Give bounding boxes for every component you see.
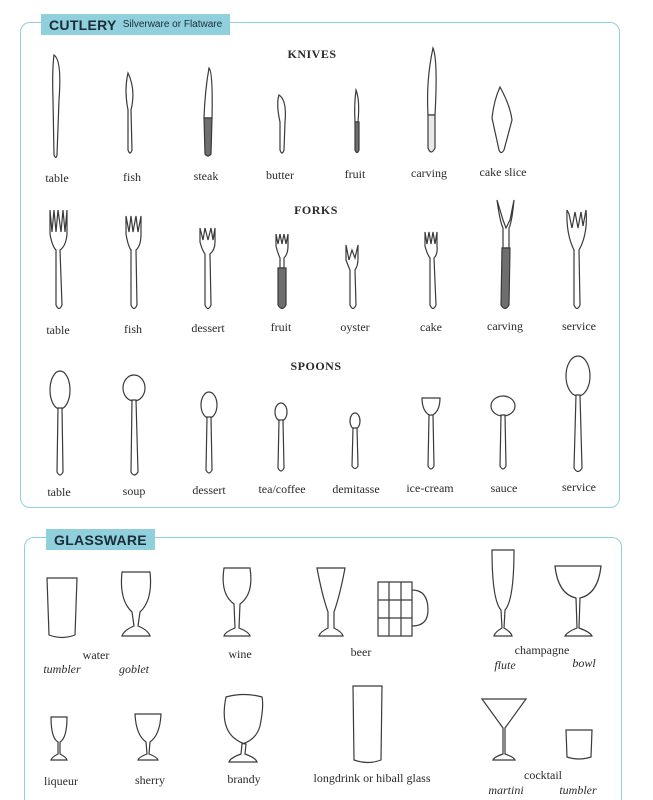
fork-label: oyster: [340, 320, 370, 334]
fork-label: carving: [487, 319, 523, 333]
fork-carving-icon: [497, 200, 514, 248]
glass-tumbler-icon: [47, 578, 77, 638]
glass-label-sherry: sherry: [135, 773, 165, 787]
spoon-label: demitasse: [332, 482, 380, 496]
knife-butter-icon: [278, 95, 286, 153]
glass-label-cocktail-tumbler: tumbler: [559, 783, 597, 797]
spoon-ice-cream-icon: [422, 398, 440, 416]
glass-label-longdrink: longdrink or hiball glass: [313, 771, 431, 785]
spoons-heading: SPOONS: [290, 359, 342, 373]
fork-label: service: [562, 319, 596, 333]
knife-label: fruit: [344, 167, 366, 181]
knife-label: table: [45, 171, 69, 185]
glass-beer-pilsner-icon: [317, 568, 345, 636]
glass-beer-mug-icon: [378, 582, 412, 636]
spoon-demitasse-handle-icon: [352, 428, 358, 469]
knife-fruit-icon: [355, 90, 359, 122]
glass-wine-icon: [223, 568, 251, 636]
glass-goblet-icon: [121, 572, 150, 636]
glass-label-beer: beer: [350, 645, 372, 659]
glass-martini-icon: [482, 699, 526, 760]
knife-steak-handle-icon: [204, 118, 212, 156]
fork-cake-icon: [425, 232, 437, 309]
glass-label-liqueur: liqueur: [44, 774, 78, 788]
glass-champagne-flute-icon: [492, 550, 514, 636]
glass-champagne-bowl-icon: [555, 566, 601, 636]
glass-label-martini: martini: [488, 783, 524, 797]
spoon-ice-cream-handle-icon: [428, 415, 434, 469]
fork-label: table: [46, 323, 70, 337]
spoon-dessert-handle-icon: [206, 417, 212, 473]
knife-cake-slice-icon: [492, 87, 512, 153]
spoon-label: sauce: [490, 481, 518, 495]
spoon-label: service: [562, 480, 596, 494]
spoon-sauce-icon: [491, 396, 515, 416]
fork-fruit-handle-icon: [278, 268, 286, 309]
fork-table-icon: [50, 210, 67, 309]
forks-heading: FORKS: [294, 203, 338, 217]
fork-label: dessert: [191, 321, 225, 335]
spoon-service-icon: [566, 356, 590, 396]
spoon-demitasse-icon: [350, 413, 360, 429]
knife-label: fish: [123, 170, 141, 184]
cutlery-subtitle: Silverware or Flatware: [122, 19, 223, 30]
glass-liqueur-icon: [51, 717, 67, 760]
spoon-sauce-handle-icon: [500, 415, 506, 469]
knife-fish-icon: [126, 73, 133, 153]
spoon-label: tea/coffee: [258, 482, 306, 496]
glass-label-water: water: [82, 648, 110, 662]
spoon-label: ice-cream: [406, 481, 454, 495]
spoon-label: table: [47, 485, 71, 499]
glass-label-goblet: goblet: [119, 662, 149, 676]
glass-cocktail-tumbler-icon: [566, 730, 592, 759]
cutlery-title: CUTLERY: [49, 16, 117, 33]
knife-label: steak: [193, 169, 219, 183]
knife-table-icon: [53, 55, 60, 158]
knife-carving-icon: [428, 48, 437, 115]
glass-label-bowl: bowl: [572, 656, 596, 670]
glass-label-tumbler: tumbler: [43, 662, 81, 676]
glass-sherry-icon: [135, 714, 161, 760]
knife-label: butter: [266, 168, 294, 182]
spoon-label: dessert: [192, 483, 226, 497]
fork-label: cake: [420, 320, 442, 334]
glass-label-champagne: champagne: [514, 643, 570, 657]
knife-label: cake slice: [479, 165, 527, 179]
spoon-tea-icon: [275, 403, 287, 421]
knife-steak-icon: [204, 68, 212, 118]
knives-heading: KNIVES: [287, 47, 337, 61]
glass-label-brandy: brandy: [227, 772, 261, 786]
spoon-dessert-icon: [201, 392, 217, 418]
glass-label-cocktail: cocktail: [524, 768, 562, 782]
fork-carving-handle-icon: [501, 248, 510, 309]
fork-dessert-icon: [200, 228, 215, 309]
spoon-tea-handle-icon: [278, 420, 284, 471]
glassware-title: GLASSWARE: [54, 531, 147, 548]
spoon-soup-handle-icon: [131, 400, 138, 475]
glass-beer-mug-handle-icon: [412, 590, 428, 626]
fork-label: fruit: [270, 320, 292, 334]
fork-oyster-icon: [346, 245, 358, 309]
glass-brandy-icon: [224, 695, 262, 763]
fork-label: fish: [124, 322, 142, 336]
spoon-table-icon: [50, 371, 70, 409]
glass-label-wine: wine: [228, 647, 252, 661]
glass-label-flute: flute: [494, 658, 516, 672]
fork-service-icon: [567, 210, 586, 309]
knife-carving-handle-icon: [428, 115, 435, 152]
spoon-label: soup: [122, 484, 146, 498]
fork-fish-icon: [126, 216, 141, 309]
fork-fruit-icon: [276, 234, 288, 268]
glass-longdrink-icon: [353, 686, 382, 763]
spoon-table-handle-icon: [57, 408, 63, 475]
spoon-soup-icon: [123, 375, 145, 401]
spoon-service-handle-icon: [574, 395, 582, 472]
knife-label: carving: [411, 166, 447, 180]
knife-fruit-handle-icon: [355, 122, 359, 153]
